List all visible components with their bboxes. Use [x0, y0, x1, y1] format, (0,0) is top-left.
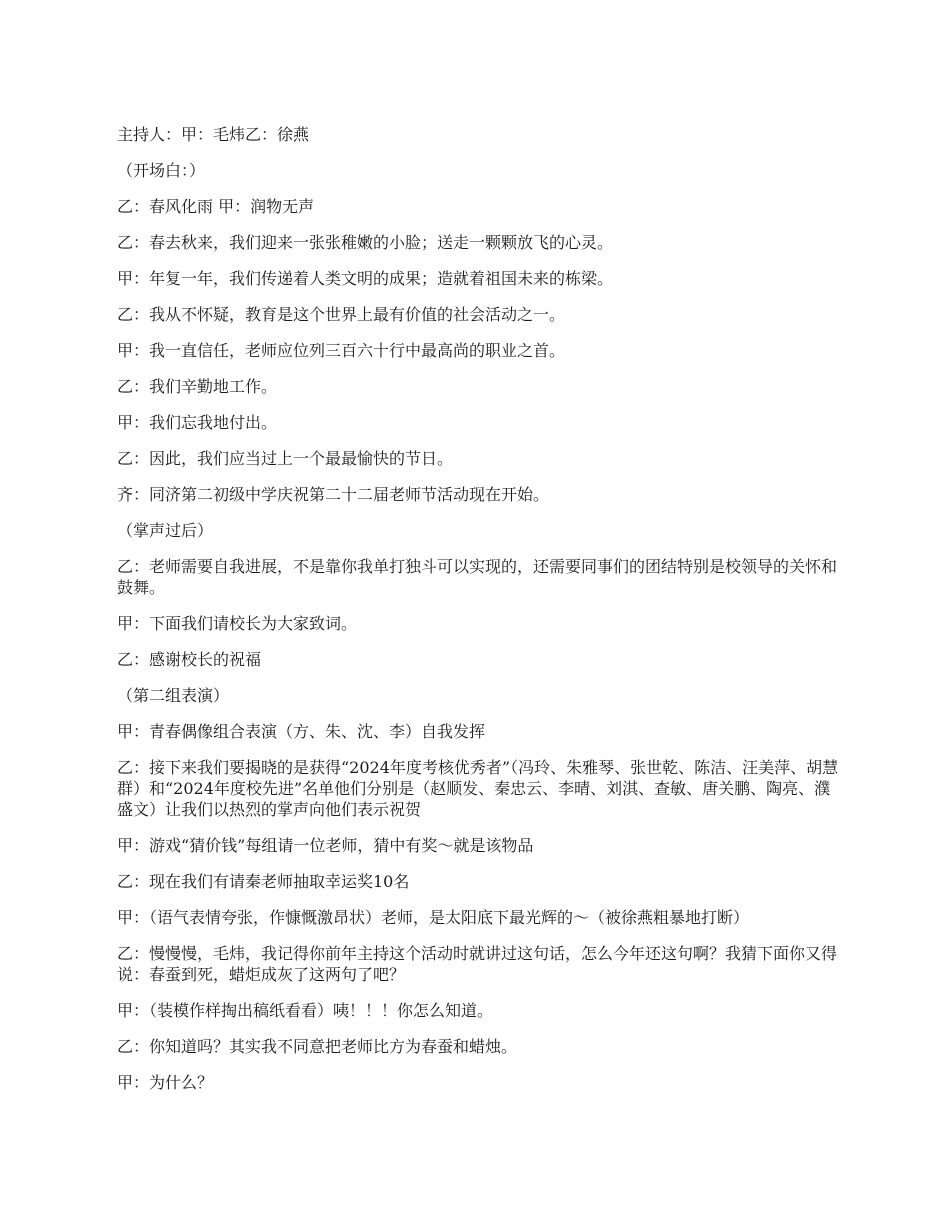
dialogue-line: 乙：因此，我们应当过上一个最最愉快的节日。 [117, 449, 454, 468]
dialogue-line: 乙：我们辛勤地工作。 [117, 377, 278, 396]
stage-direction-performance: （第二组表演） [117, 686, 230, 705]
dialogue-line: 乙：现在我们有请秦老师抽取幸运奖10名 [117, 872, 410, 891]
dialogue-line: 齐：同济第二初级中学庆祝第二十二届老师节活动现在开始。 [117, 485, 550, 504]
dialogue-line: 甲：为什么？ [117, 1073, 214, 1092]
dialogue-line: 乙：春风化雨 甲：润物无声 [117, 197, 315, 216]
dialogue-line: 甲：我们忘我地付出。 [117, 413, 278, 432]
dialogue-line: 乙：你知道吗？其实我不同意把老师比方为春蚕和蜡烛。 [117, 1037, 518, 1056]
dialogue-line: 甲：年复一年，我们传递着人类文明的成果；造就着祖国未来的栋梁。 [117, 269, 614, 288]
document-page [117, 124, 841, 1108]
dialogue-line: 乙：老师需要自我进展，不是靠你我单打独斗可以实现的，还需要同事们的团结特别是校领导的关怀和鼓舞。 [117, 557, 838, 597]
dialogue-line: 乙：春去秋来，我们迎来一张张稚嫩的小脸；送走一颗颗放飞的心灵。 [117, 233, 614, 252]
dialogue-line: 乙：我从不怀疑，教育是这个世界上最有价值的社会活动之一。 [117, 305, 566, 324]
dialogue-line: 乙：接下来我们要揭晓的是获得“2024年度考核优秀者”（冯玲、朱雅琴、张世乾、陈洁、汪美萍、胡慧群）和“2024年度校先进”名单他们分别是（赵顺发、秦忠云、李晴、刘淇、查敏、唐关鹏、陶亮、濮盛文）让我们以热烈的掌声向他们表示祝贺 [117, 758, 839, 819]
host-line: 主持人：甲：毛炜乙：徐燕 [117, 125, 310, 144]
stage-direction-applause: （掌声过后） [117, 521, 214, 540]
dialogue-line: 甲：我一直信任，老师应位列三百六十行中最高尚的职业之首。 [117, 341, 566, 360]
dialogue-line: 甲：（装模作样掏出稿纸看看）咦！！！你怎么知道。 [117, 1001, 494, 1020]
dialogue-line: 乙：感谢校长的祝福 [117, 650, 262, 669]
dialogue-line: 甲：青春偶像组合表演（方、朱、沈、李）自我发挥 [117, 722, 486, 741]
dialogue-line: 甲：下面我们请校长为大家致词。 [117, 614, 358, 633]
stage-direction-opening: （开场白：） [117, 161, 206, 180]
dialogue-line: 乙：慢慢慢，毛炜，我记得你前年主持这个活动时就讲过这句话，怎么今年还这句啊？我猜下面你又得说：春蚕到死，蜡炬成灰了这两句了吧？ [117, 944, 838, 984]
dialogue-line: 甲：游戏“猜价钱”每组请一位老师，猜中有奖～就是该物品 [117, 836, 534, 855]
dialogue-line: 甲：（语气表情夸张，作慷慨激昂状）老师，是太阳底下最光辉的～（被徐燕粗暴地打断） [117, 908, 750, 927]
